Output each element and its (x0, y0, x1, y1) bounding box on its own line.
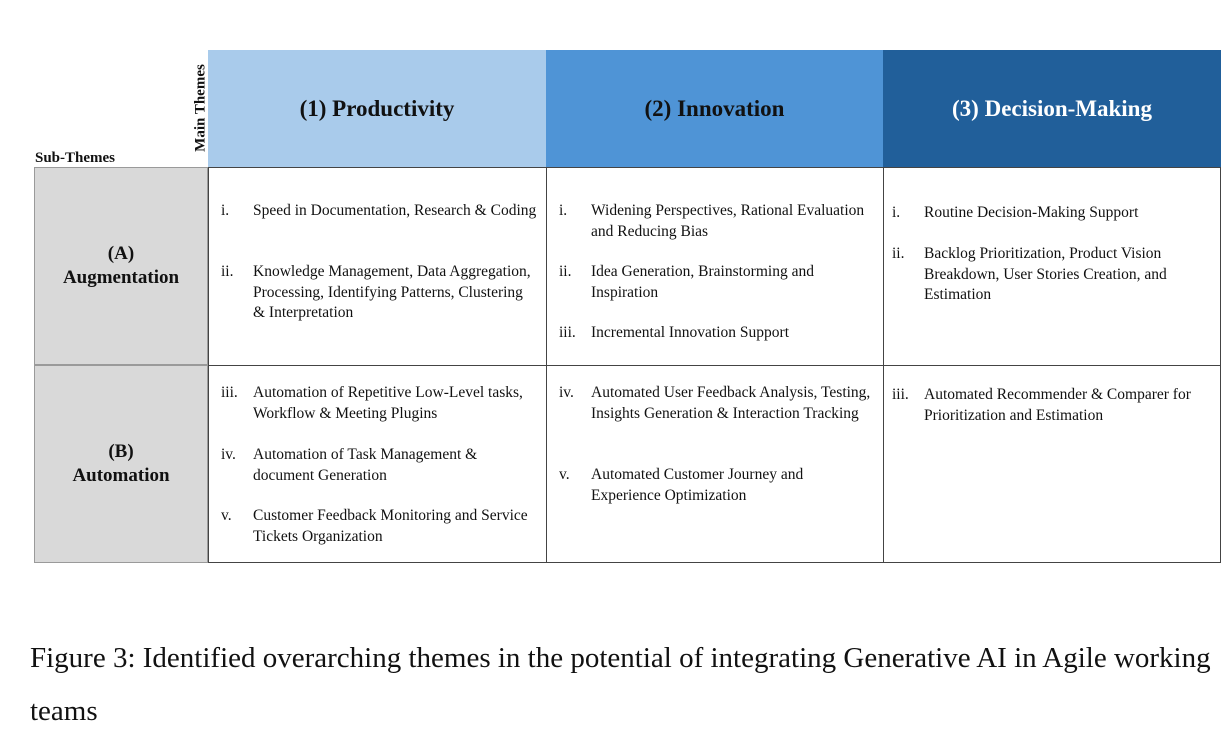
list-item (559, 465, 875, 506)
column-header-productivity: (1) Productivity (208, 50, 546, 167)
row-header-automation-code: (B) (108, 441, 134, 462)
column-header-innovation: (2) Innovation (546, 50, 883, 167)
list-item (221, 383, 538, 424)
list-item (892, 385, 1212, 426)
item-text: Automated User Feedback Analysis, Testing, Insights Generation & Interaction Tracking (591, 384, 871, 422)
item-number: i. (221, 202, 230, 219)
list-item (221, 262, 538, 324)
item-text: Speed in Documentation, Research & Coding (253, 202, 537, 219)
item-text: Routine Decision-Making Support (924, 204, 1139, 221)
item-number: ii. (559, 263, 572, 280)
list-item (559, 383, 875, 424)
item-number: i. (892, 204, 901, 221)
column-header-decision-making: (3) Decision-Making (883, 50, 1221, 167)
cell-automation-decision-making (883, 365, 1221, 563)
item-text: Automated Customer Journey and Experience Optimization (591, 466, 804, 504)
item-text: Widening Perspectives, Rational Evaluation and Reducing Bias (591, 202, 865, 240)
list-item (559, 323, 875, 344)
row-header-augmentation (34, 167, 208, 365)
figure-caption: Figure 3: Identified overarching themes in the potential of integrating Generative AI in Agile working teams (30, 642, 1211, 727)
item-text: Knowledge Management, Data Aggregation, Processing, Identifying Patterns, Clustering & Interpretation (253, 263, 531, 321)
cell-augmentation-decision-making (883, 167, 1221, 366)
item-text: Idea Generation, Brainstorming and Inspiration (591, 263, 814, 301)
cell-augmentation-innovation (546, 167, 884, 366)
cell-augmentation-productivity (208, 167, 547, 366)
item-number: ii. (892, 245, 905, 262)
item-number: iii. (559, 324, 576, 341)
list-item (221, 506, 538, 547)
item-text: Incremental Innovation Support (591, 324, 790, 341)
cell-automation-productivity (208, 365, 547, 563)
sub-themes-label: Sub-Themes (35, 150, 116, 166)
list-item (559, 201, 875, 242)
item-text: Automated Recommender & Comparer for Prioritization and Estimation (924, 386, 1191, 424)
list-item (559, 262, 875, 303)
row-header-augmentation-code: (A) (107, 243, 135, 264)
item-number: v. (221, 507, 232, 524)
item-text: Customer Feedback Monitoring and Service Tickets Organization (253, 507, 528, 545)
list-item (892, 203, 1212, 224)
row-header-automation-label: Automation (72, 465, 170, 486)
main-themes-label: Main Themes (192, 64, 209, 152)
item-number: iv. (221, 446, 236, 463)
list-item (221, 201, 538, 222)
cell-automation-innovation (546, 365, 884, 563)
item-number: i. (559, 202, 568, 219)
row-header-augmentation-label: Augmentation (62, 267, 180, 288)
item-number: iii. (892, 386, 909, 403)
item-number: iv. (559, 384, 574, 401)
item-number: v. (559, 466, 570, 483)
item-text: Automation of Repetitive Low-Level tasks, Workflow & Meeting Plugins (253, 384, 523, 422)
item-text: Automation of Task Management & document Generation (253, 446, 478, 484)
row-header-automation (34, 365, 208, 563)
item-text: Backlog Prioritization, Product Vision Breakdown, User Stories Creation, and Estimation (924, 245, 1167, 303)
list-item (892, 244, 1212, 306)
item-number: ii. (221, 263, 234, 280)
list-item (221, 445, 538, 486)
item-number: iii. (221, 384, 238, 401)
